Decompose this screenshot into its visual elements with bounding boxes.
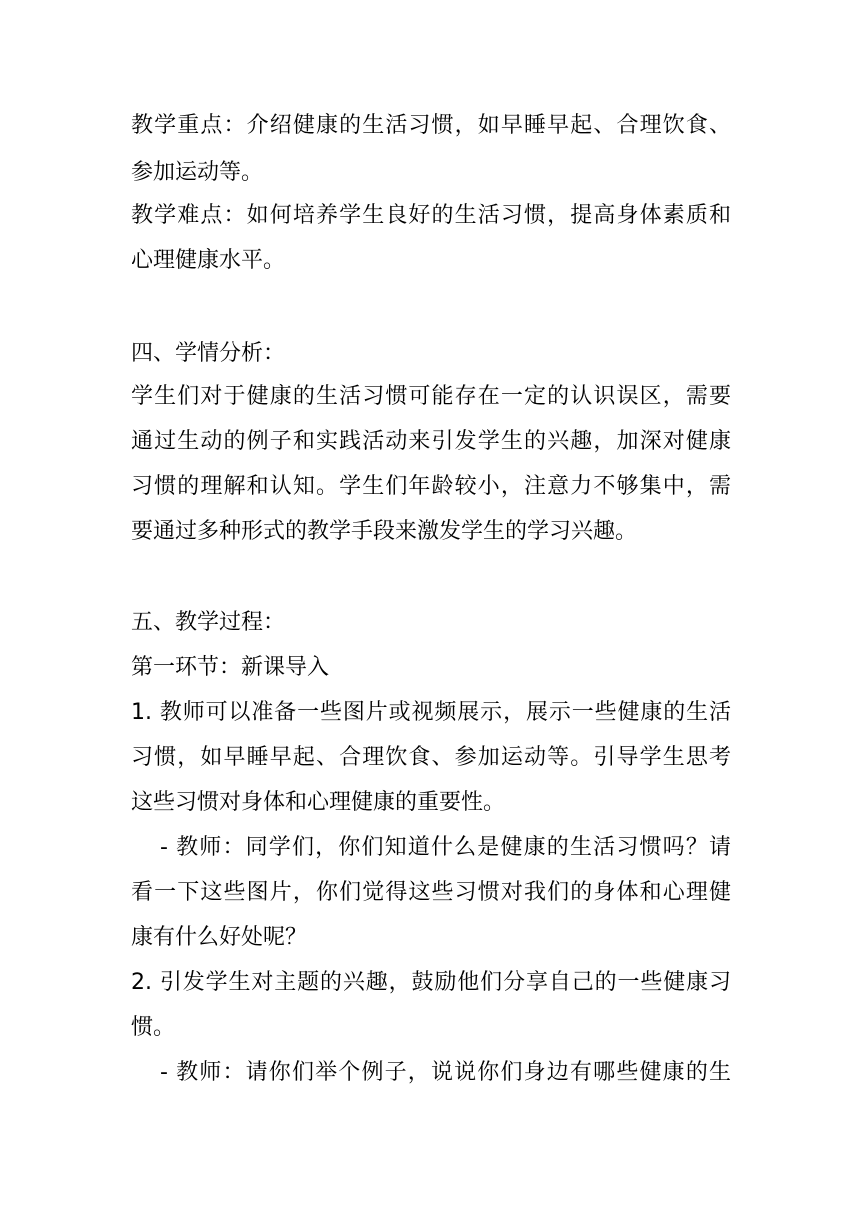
text-line: 心理健康水平。 [131,248,286,273]
text-line: 教学难点：如何培养学生良好的生活习惯，提高身体素质和 [131,203,731,228]
text-line: 参加运动等。 [131,160,264,185]
text-line: 2. 引发学生对主题的兴趣，鼓励他们分享自己的一些健康习 [131,970,731,995]
text-line: 要通过多种形式的教学手段来激发学生的学习兴趣。 [131,519,638,544]
text-line: 1. 教师可以准备一些图片或视频展示，展示一些健康的生活 [131,700,731,725]
text-line: 习惯的理解和认知。学生们年龄较小，注意力不够集中，需 [131,474,731,499]
section-heading: 五、教学过程： [131,610,286,635]
text-line: 这些习惯对身体和心理健康的重要性。 [131,790,506,815]
text-line: - 教师：同学们，你们知道什么是健康的生活习惯吗？请 [160,835,731,860]
text-line: 惯。 [131,1015,176,1040]
text-line: 习惯，如早睡早起、合理饮食、参加运动等。引导学生思考 [131,745,731,770]
text-line: 看一下这些图片，你们觉得这些习惯对我们的身体和心理健 [131,880,731,905]
section-heading: 四、学情分析： [131,341,286,366]
text-line: 学生们对于健康的生活习惯可能存在一定的认识误区，需要 [131,384,731,409]
text-line: 通过生动的例子和实践活动来引发学生的兴趣，加深对健康 [131,429,731,454]
text-line: 教学重点：介绍健康的生活习惯，如早睡早起、合理饮食、 [131,113,731,138]
text-line: 康有什么好处呢？ [131,925,308,950]
subsection-heading: 第一环节：新课导入 [131,655,330,680]
text-line: - 教师：请你们举个例子，说说你们身边有哪些健康的生 [160,1060,731,1085]
